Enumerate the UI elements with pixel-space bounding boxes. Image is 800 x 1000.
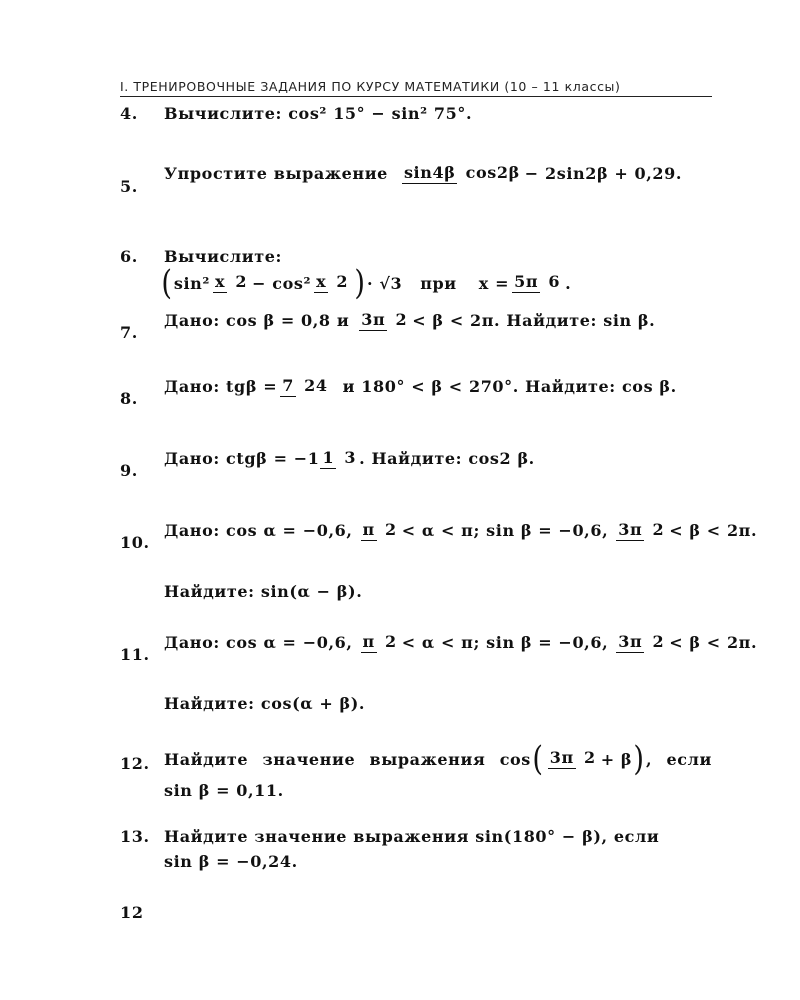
text-segment: Дано: cos α = −0,6, (164, 633, 353, 653)
fraction-denominator: 2 (584, 748, 596, 768)
fraction-denominator: 24 (304, 376, 328, 395)
text-segment: Упростите выражение (164, 164, 388, 184)
text-segment: Дано: tgβ = (164, 377, 278, 397)
problem-text (164, 739, 712, 779)
problem-text (164, 633, 757, 653)
problem-text (164, 311, 655, 331)
problem-number: 9. (120, 461, 138, 480)
fraction-numerator: 3π (618, 632, 643, 651)
fraction-denominator: cos2β (465, 163, 520, 182)
text-segment: cos (499, 749, 531, 769)
text-segment: значение (262, 749, 356, 769)
fraction-denominator: 2 (652, 632, 665, 651)
header-rule (120, 96, 712, 97)
fraction (314, 273, 350, 293)
text-segment: выражения (369, 749, 486, 769)
text-segment: + β (600, 749, 633, 769)
text-segment: Найдите значение выражения sin(180° − β), если (164, 827, 660, 846)
problem-question (164, 694, 365, 713)
problem-text (164, 247, 282, 266)
fraction-numerator: 3π (618, 520, 643, 539)
problem-text: Вычислите: cos² 15° − sin² 75°. (164, 104, 473, 123)
text-segment: Найдите: cos(α + β). (164, 694, 366, 713)
fraction-numerator: 5π (514, 272, 539, 292)
right-paren: ) (354, 263, 366, 303)
problem-number: 11. (120, 645, 150, 664)
text-segment: если (666, 749, 712, 769)
text-segment: sin β = −0,24. (164, 852, 298, 871)
fraction-denominator: 2 (385, 520, 397, 539)
fraction-numerator: 3π (549, 748, 574, 768)
problem-number: 8. (120, 389, 138, 408)
fraction-denominator: 6 (548, 272, 561, 292)
cos-expression (499, 739, 653, 779)
fraction-numerator: π (362, 632, 375, 651)
problem-text-line2 (164, 852, 298, 871)
fraction (359, 311, 409, 331)
problem-number: 7. (120, 323, 138, 342)
text-segment: sin² (173, 273, 211, 293)
left-paren: ( (532, 739, 544, 779)
text-segment: − 2sin2β + 0,29. (524, 164, 683, 184)
problem-text (164, 449, 535, 469)
problem-formula (160, 263, 572, 303)
fraction-numerator: 7 (282, 376, 294, 395)
text-segment: < α < π; sin β = −0,6, (401, 633, 609, 653)
text-segment: Дано: ctgβ = −1 (164, 449, 320, 469)
text-segment: sin β = 0,11. (164, 781, 284, 800)
problem-number: 13. (120, 827, 150, 846)
text-segment: Дано: cos β = 0,8 и (164, 311, 350, 331)
text-segment: Найдите (164, 749, 249, 769)
fraction-denominator: 2 (385, 632, 397, 651)
fraction-numerator: π (362, 520, 375, 539)
problem-text-line2 (164, 781, 284, 800)
text-segment: · √3 (367, 273, 403, 293)
fraction-denominator: 2 (652, 520, 665, 539)
text-segment: , (646, 749, 653, 769)
fraction-denominator: 2 (395, 310, 408, 329)
problem-number: 5. (120, 177, 138, 196)
fraction (213, 273, 249, 293)
fraction-denominator: 2 (336, 272, 349, 292)
problem-text (164, 377, 677, 397)
text-segment: x = (478, 273, 510, 293)
fraction (402, 164, 522, 184)
text-segment: < β < 2π. Найдите: sin β. (412, 311, 656, 331)
fraction (280, 377, 329, 397)
fraction-denominator: 2 (235, 272, 248, 292)
problem-text (164, 521, 757, 541)
fraction (548, 749, 598, 769)
fraction (361, 633, 399, 653)
problem-text (164, 827, 659, 846)
problem-number: 6. (120, 247, 138, 266)
fraction (320, 449, 358, 469)
fraction-denominator: 3 (344, 448, 357, 467)
problem-number: 10. (120, 533, 150, 552)
text-segment: Дано: cos α = −0,6, (164, 521, 353, 541)
text-segment: − cos² (252, 273, 312, 293)
fraction (616, 521, 666, 541)
fraction (361, 521, 399, 541)
fraction-numerator: 1 (322, 448, 335, 467)
text-segment: при (420, 273, 457, 293)
left-paren: ( (161, 263, 173, 303)
text-segment: . (565, 273, 572, 293)
problem-number: 12. (120, 754, 150, 773)
fraction-numerator: x (215, 272, 226, 292)
problem-text (164, 104, 472, 123)
text-segment: < β < 2π. (669, 521, 758, 541)
text-segment: . Найдите: cos2 β. (359, 449, 535, 469)
text-segment: < β < 2π. (669, 633, 758, 653)
fraction-numerator: 3π (361, 310, 386, 329)
page-number: 12 (120, 903, 144, 922)
problem-question (164, 582, 362, 601)
fraction-numerator: x (316, 272, 327, 292)
fraction (616, 633, 666, 653)
right-paren: ) (633, 739, 645, 779)
problem-text (164, 164, 682, 184)
running-header: I. ТРЕНИРОВОЧНЫЕ ЗАДАНИЯ ПО КУРСУ МАТЕМАТИКИ (10 – 11 классы) (120, 79, 621, 94)
text-segment: и 180° < β < 270°. Найдите: cos β. (342, 377, 677, 397)
problem-number: 4. (120, 104, 138, 123)
text-segment: Вычислите: (164, 247, 283, 266)
fraction-numerator: sin4β (403, 163, 456, 182)
fraction (512, 273, 562, 293)
text-segment: Найдите: sin(α − β). (164, 582, 363, 601)
text-segment: < α < π; sin β = −0,6, (401, 521, 609, 541)
